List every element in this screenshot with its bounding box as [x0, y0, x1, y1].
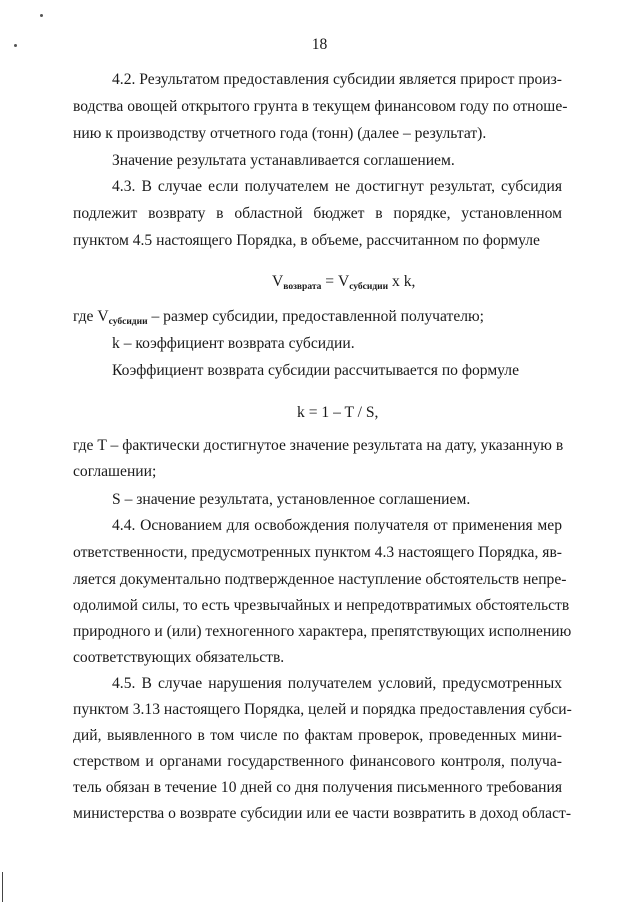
page-number: 18	[311, 36, 328, 53]
paragraph-4-4-line: 4.4. Основанием для освобождения получателя от применения мер	[112, 517, 562, 534]
definition-s: S – значение результата, установленное соглашением.	[112, 491, 471, 508]
paragraph-4-5-line: тель обязан в течение 10 дней со дня получения письменного требования	[73, 779, 562, 796]
paragraph-4-5-line: министерства о возврате субсидии или ее части возвратить в доход област-	[73, 805, 572, 822]
paragraph-4-4-line: одолимой силы, то есть чрезвычайных и непредотвратимых обстоятельств	[73, 597, 570, 614]
formula-refund	[272, 272, 415, 292]
formula-refund-rhs: V	[337, 273, 350, 290]
definition-v-sub: субсидии	[108, 317, 148, 327]
paragraph-4-5-line: 4.5. В случае нарушения получателем условий, предусмотренных	[112, 675, 562, 692]
coefficient-intro: Коэффициент возврата субсидии рассчитывается по формуле	[112, 362, 519, 379]
paragraph-4-2-note: Значение результата устанавливается соглашением.	[112, 152, 455, 169]
formula-refund-eq: =	[321, 273, 338, 290]
paragraph-4-3-line: 4.3. В случае если получателем не достигнут результат, субсидия	[112, 178, 562, 195]
paragraph-4-4-line: ляется документально подтвержденное наступление обстоятельств непре-	[73, 571, 567, 588]
paragraph-4-4-line: природного и (или) техногенного характера, препятствующих исполнению	[73, 623, 572, 640]
paragraph-4-4-line: ответственности, предусмотренных пунктом 4.3 настоящего Порядка, яв-	[73, 544, 562, 561]
formula-refund-rhs-sub: субсидии	[349, 282, 389, 292]
formula-refund-tail: x k,	[388, 273, 416, 290]
scan-edge-mark	[2, 872, 3, 902]
paragraph-4-2-line: водства овощей открытого грунта в текущем финансовом году по отноше-	[73, 98, 568, 115]
definition-v-prefix: где V	[73, 308, 109, 325]
paragraph-4-4-line: соответствующих обязательств.	[73, 649, 285, 666]
scan-speck	[40, 14, 43, 17]
paragraph-4-3-line: пунктом 4.5 настоящего Порядка, в объеме, рассчитанном по формуле	[73, 232, 540, 249]
definition-v-rest: – размер субсидии, предоставленной получателю;	[147, 308, 485, 325]
paragraph-4-5-line: стерством и органами государственного финансового контроля, получа-	[73, 753, 562, 770]
formula-refund-lhs: V	[272, 273, 284, 290]
definition-k: k – коэффициент возврата субсидии.	[112, 335, 355, 352]
paragraph-4-2-line: нию к производству отчетного года (тонн) (далее – результат).	[73, 125, 487, 142]
paragraph-4-5-line: пунктом 3.13 настоящего Порядка, целей и порядка предоставления субси-	[73, 701, 572, 718]
formula-coefficient: k = 1 – T / S,	[297, 404, 379, 421]
definition-t-line: где T – фактически достигнутое значение результата на дату, указанную в	[73, 437, 564, 454]
paragraph-4-3-line: подлежит возврату в областной бюджет в порядке, установленном	[73, 205, 562, 222]
paragraph-4-5-line: дий, выявленного в том числе по фактам проверок, проведенных мини-	[73, 727, 562, 744]
formula-refund-lhs-sub: возврата	[283, 282, 322, 292]
definition-v-subsidy	[73, 307, 484, 327]
definition-t-line: соглашении;	[73, 463, 157, 480]
paragraph-4-2-line: 4.2. Результатом предоставления субсидии является прирост произ-	[112, 71, 562, 88]
